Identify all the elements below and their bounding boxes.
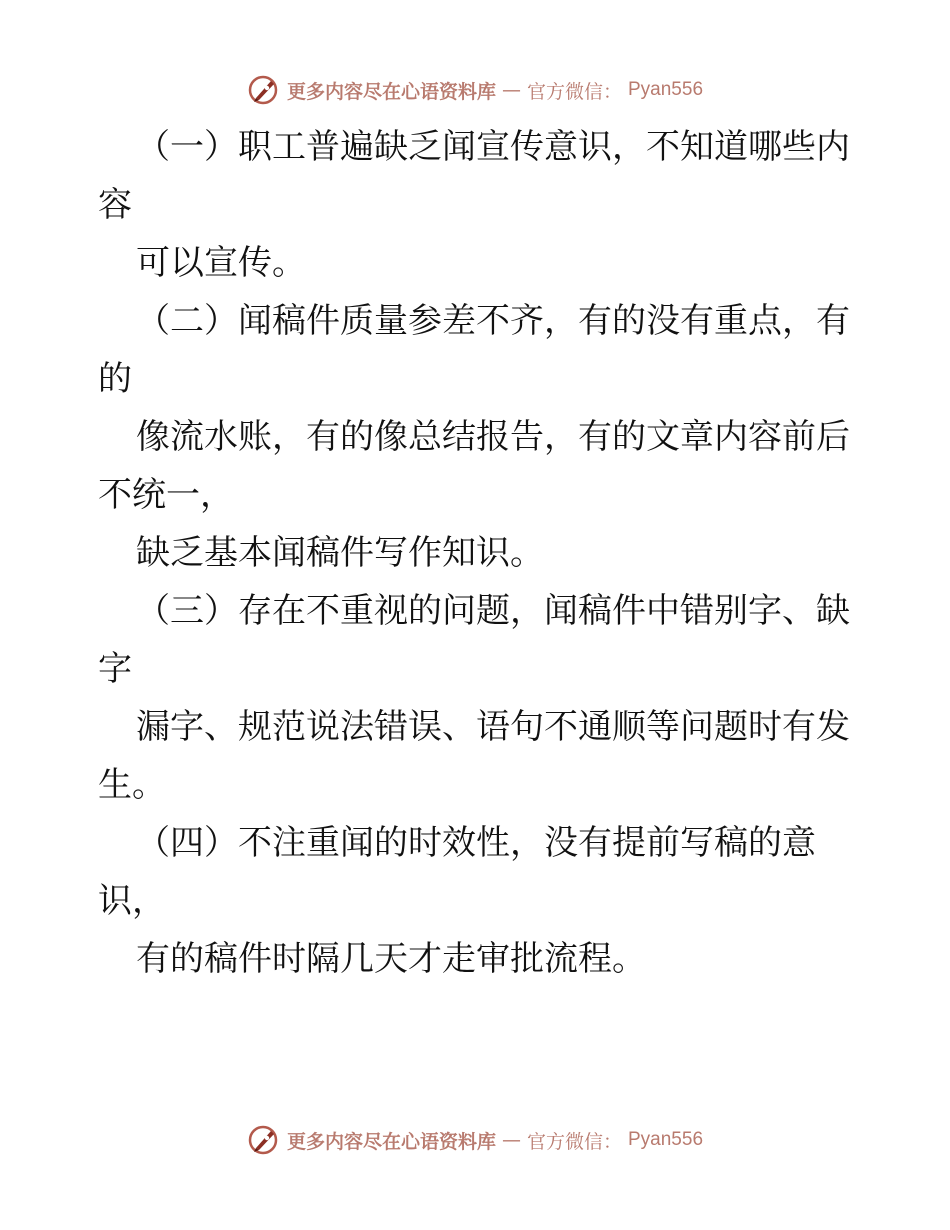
text-line: 不统一， [98,475,234,515]
text-line: 可以宣传。 [136,243,306,283]
body-text [98,118,858,988]
text-line: （四）不注重闻的时效性，没有提前写稿的意 [136,823,816,863]
footer-banner [0,1120,950,1160]
banner-wechat-label: 官方微信： [526,80,622,103]
text-line: 识， [98,881,166,921]
banner-wechat-label: 官方微信： [526,1130,622,1153]
text-line: 缺乏基本闻稿件写作知识。 [136,533,544,573]
text-line: 的 [98,359,132,399]
text-line: （一）职工普遍缺乏闻宣传意识，不知道哪些内 [136,127,850,167]
banner-site-name: 更多内容尽在心语资料库 [286,1130,496,1153]
banner-wechat-id: Pyan556 [628,79,704,100]
header-banner [0,70,950,110]
pen-logo-icon [247,73,281,107]
text-line: 生。 [98,765,166,805]
text-line: 像流水账，有的像总结报告，有的文章内容前后 [136,417,850,457]
text-line: 字 [98,649,132,689]
banner-dash: — [501,79,521,101]
banner-dash: — [501,1129,521,1151]
banner-wechat-id: Pyan556 [628,1129,704,1150]
pen-logo-icon [247,1123,281,1157]
text-line: 容 [98,185,132,225]
text-line: 有的稿件时隔几天才走审批流程。 [136,939,646,979]
text-line: （三）存在不重视的问题，闻稿件中错别字、缺 [136,591,850,631]
text-line: （二）闻稿件质量参差不齐，有的没有重点，有 [136,301,850,341]
banner-site-name: 更多内容尽在心语资料库 [286,80,496,103]
text-line: 漏字、规范说法错误、语句不通顺等问题时有发 [136,707,850,747]
